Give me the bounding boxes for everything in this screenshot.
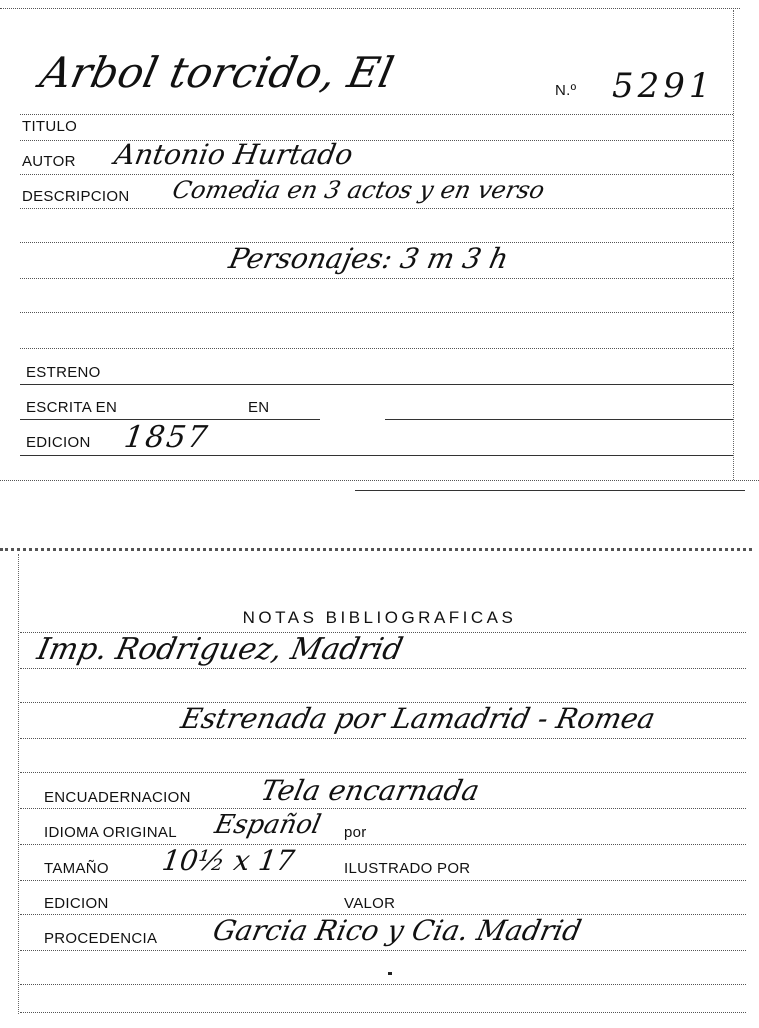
card-top-edge [0,8,740,9]
en-label: EN [248,399,270,416]
edicion-back-label: EDICION [44,895,109,912]
idioma-original-value: Español [212,810,324,840]
catalog-card-back [0,540,759,1020]
edicion-label: EDICION [26,434,91,451]
card-right-edge [733,10,734,480]
encuadernacion-label: ENCUADERNACION [44,789,191,806]
por-label: por [344,824,367,841]
encuadernacion-value: Tela encarnada [258,774,483,807]
tamano-value: 10½ x 17 [160,844,297,877]
edicion-value: 1857 [122,420,212,455]
card-back-top-edge [0,548,752,551]
ink-speck [388,972,392,975]
ilustrado-por-label: ILUSTRADO POR [344,860,471,877]
autor-label: AUTOR [22,153,76,170]
procedencia-label: PROCEDENCIA [44,930,158,947]
note-line-2: Estrenada por Lamadrid - Romea [178,702,659,735]
number-label: N.º [555,82,577,99]
procedencia-value: Garcia Rico y Cia. Madrid [210,914,585,947]
estreno-label: ESTRENO [26,364,101,381]
notes-heading: NOTAS BIBLIOGRAFICAS [242,608,517,627]
valor-label: VALOR [344,895,396,912]
note-line-1: Imp. Rodriguez, Madrid [34,632,406,667]
number-value: 5291 [612,66,715,106]
idioma-original-label: IDIOMA ORIGINAL [44,824,177,841]
title-handwritten: Arbol torcido, El [36,48,398,97]
descripcion-value: Comedia en 3 actos y en verso [170,176,548,204]
titulo-label: TITULO [22,118,78,135]
autor-value: Antonio Hurtado [112,138,356,171]
descripcion-label: DESCRIPCION [22,188,130,205]
catalog-card-front [0,0,759,490]
personajes-value: Personajes: 3 m 3 h [226,242,512,275]
tamano-label: TAMAÑO [44,860,109,877]
escrita-en-label: ESCRITA EN [26,399,118,416]
card-bottom-edge [0,480,759,481]
